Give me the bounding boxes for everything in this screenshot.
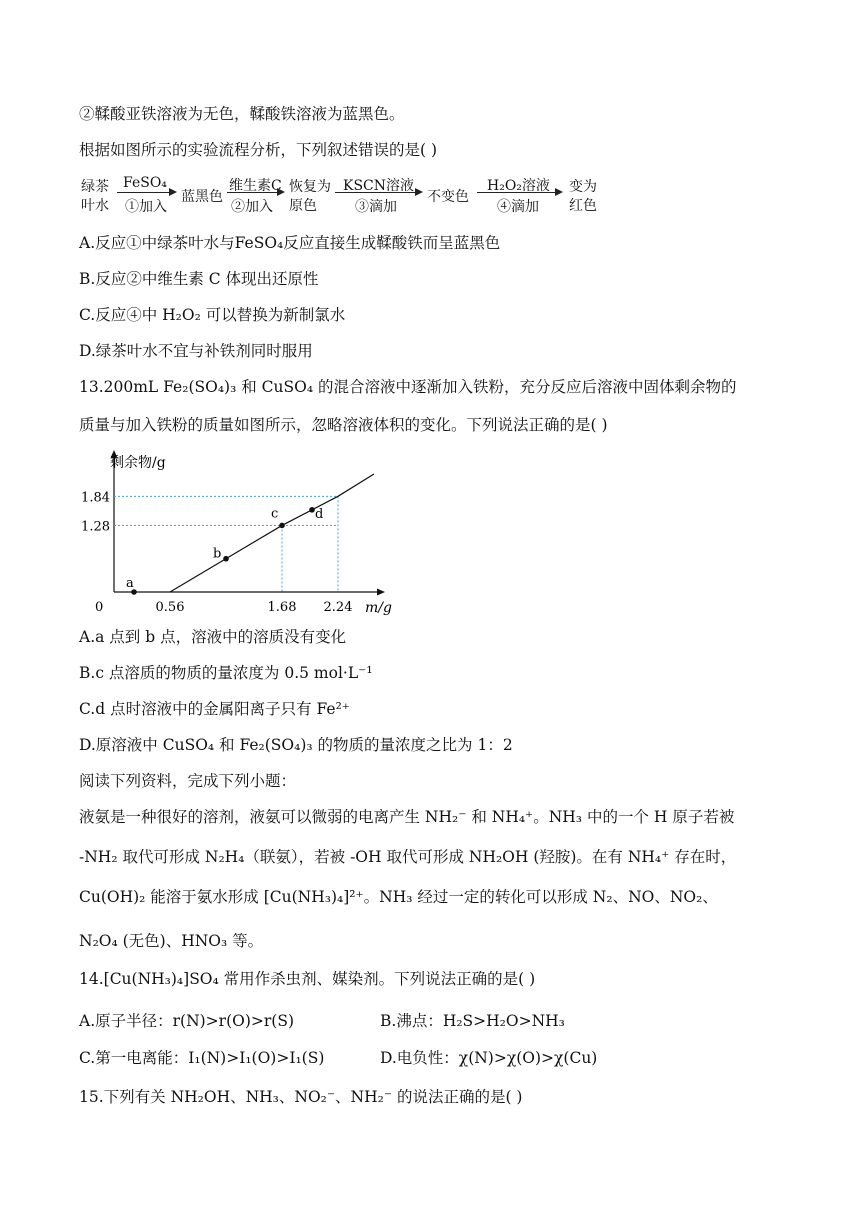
x-tick-2: 2.24 bbox=[323, 600, 353, 615]
flow-arrow4-top: H₂O₂溶液 bbox=[487, 178, 550, 194]
y-axis-label: 剩余物/g bbox=[110, 455, 166, 471]
reading-line-3: Cu(OH)₂ 能溶于氨水形成 [Cu(NH₃)₄]²⁺。NH₃ 经过一定的转化可以形成 N₂、NO、NO₂、 bbox=[79, 888, 718, 906]
flow-state-2: 蓝黑色 bbox=[181, 189, 223, 205]
q12-option-c: C.反应④中 H₂O₂ 可以替换为新制氯水 bbox=[79, 306, 346, 324]
point-label-b: b bbox=[213, 546, 222, 562]
q12-option-d: D.绿茶叶水不宜与补铁剂同时服用 bbox=[79, 342, 313, 360]
point-c bbox=[279, 523, 285, 529]
flow-arrow3-bottom: ③滴加 bbox=[355, 199, 397, 215]
y-tick-0: 1.84 bbox=[81, 490, 110, 506]
flow-arrow4-bottom: ④滴加 bbox=[497, 199, 539, 215]
flow-state-3b: 原色 bbox=[289, 198, 317, 214]
chart-guides bbox=[114, 496, 338, 592]
flow-arrow-3 bbox=[335, 192, 421, 193]
reading-line-1: 液氨是一种很好的溶剂，液氨可以微弱的电离产生 NH₂⁻ 和 NH₄⁺。NH₃ 中的一个 H 原子若被 bbox=[79, 808, 735, 826]
q15-stem: 15.下列有关 NH₂OH、NH₃、NO₂⁻、NH₂⁻ 的说法正确的是( ) bbox=[79, 1088, 523, 1106]
y-tick-1: 1.28 bbox=[81, 519, 110, 535]
flow-arrow1-top: FeSO₄ bbox=[123, 175, 167, 191]
flow-arrow1-bottom: ①加入 bbox=[125, 199, 167, 215]
flow-arrow-2 bbox=[227, 192, 283, 193]
reading-line-4: N₂O₄ (无色)、HNO₃ 等。 bbox=[79, 932, 264, 950]
point-label-a: a bbox=[126, 576, 134, 591]
note-line: ②鞣酸亚铁溶液为无色，鞣酸铁溶液为蓝黑色。 bbox=[79, 105, 405, 123]
q13-stem-1: 13.200mL Fe₂(SO₄)₃ 和 CuSO₄ 的混合溶液中逐渐加入铁粉，充分反应后溶液中固体剩余物的 bbox=[79, 378, 737, 396]
x-tick-1: 1.68 bbox=[267, 600, 297, 615]
q12-option-a: A.反应①中绿茶叶水与FeSO₄反应直接生成鞣酸铁而呈蓝黑色 bbox=[79, 234, 501, 252]
q13-option-c: C.d 点时溶液中的金属阳离子只有 Fe²⁺ bbox=[79, 700, 350, 718]
flow-state-4: 不变色 bbox=[427, 189, 469, 205]
reading-line-2: -NH₂ 取代可形成 N₂H₄（联氨），若被 -OH 取代可形成 NH₂OH (羟胺)。在有 NH₄⁺ 存在时， bbox=[79, 848, 737, 866]
q12-flow-diagram bbox=[79, 172, 619, 216]
flow-arrow2-bottom: ②加入 bbox=[231, 199, 273, 215]
flow-arrow3-top: KSCN溶液 bbox=[343, 178, 415, 194]
q12-option-b: B.反应②中维生素 C 体现出还原性 bbox=[79, 270, 319, 288]
chart-axes bbox=[111, 450, 386, 596]
flow-state-5b: 红色 bbox=[569, 198, 597, 214]
q13-chart bbox=[70, 448, 392, 618]
point-label-c: c bbox=[271, 506, 279, 522]
flow-start-1: 绿茶 bbox=[81, 179, 109, 195]
q14-option-c: C.第一电离能：I₁(N)>I₁(O)>I₁(S) bbox=[79, 1049, 325, 1067]
q13-option-a: A.a 点到 b 点，溶液中的溶质没有变化 bbox=[79, 628, 347, 646]
q13-option-d: D.原溶液中 CuSO₄ 和 Fe₂(SO₄)₃ 的物质的量浓度之比为 1：2 bbox=[79, 736, 513, 754]
origin-label: 0 bbox=[95, 600, 104, 615]
flow-arrow2-top: 维生素C bbox=[229, 178, 282, 194]
x-tick-0: 0.56 bbox=[155, 600, 185, 615]
x-axis-arrow bbox=[377, 589, 385, 596]
q13-option-b: B.c 点溶质的物质的量浓度为 0.5 mol·L⁻¹ bbox=[79, 664, 373, 682]
series-line bbox=[170, 474, 374, 592]
flow-arrow-4 bbox=[477, 192, 561, 193]
q12-stem: 根据如图所示的实验流程分析，下列叙述错误的是( ) bbox=[79, 141, 438, 159]
point-d bbox=[309, 507, 315, 513]
x-axis-label: m/g bbox=[365, 600, 392, 616]
point-b bbox=[223, 556, 229, 562]
flow-state-5a: 变为 bbox=[569, 179, 597, 195]
q14-option-d: D.电负性：χ(N)>χ(O)>χ(Cu) bbox=[380, 1049, 598, 1067]
point-label-d: d bbox=[315, 506, 324, 522]
q13-stem-2: 质量与加入铁粉的质量如图所示，忽略溶液体积的变化。下列说法正确的是( ) bbox=[79, 416, 608, 434]
flow-start-2: 叶水 bbox=[81, 198, 109, 214]
reading-intro: 阅读下列资料，完成下列小题： bbox=[79, 772, 297, 790]
flow-arrow-1 bbox=[117, 192, 175, 193]
q14-stem: 14.[Cu(NH₃)₄]SO₄ 常用作杀虫剂、媒染剂。下列说法正确的是( ) bbox=[79, 970, 536, 988]
q14-option-a: A.原子半径：r(N)>r(O)>r(S) bbox=[79, 1012, 294, 1030]
flow-state-3a: 恢复为 bbox=[289, 179, 331, 195]
q14-option-b: B.沸点：H₂S>H₂O>NH₃ bbox=[380, 1012, 565, 1030]
